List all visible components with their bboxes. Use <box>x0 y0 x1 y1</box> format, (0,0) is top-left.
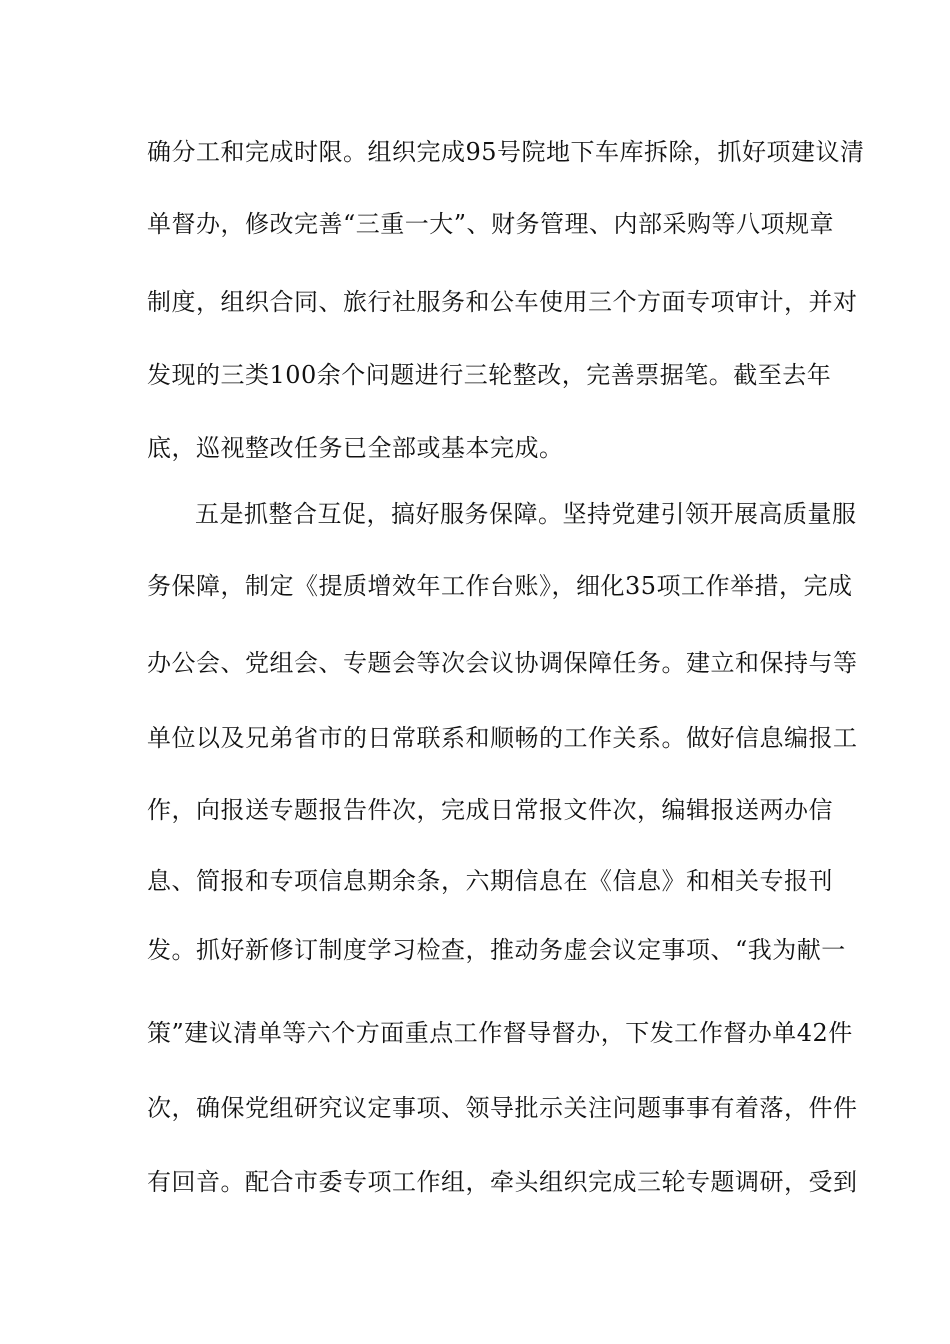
body-text-line: 次，确保党组研究议定事项、领导批示关注问题事事有着落，件件 <box>147 1094 858 1122</box>
body-text-line: 底，巡视整改任务已全部或基本完成。 <box>147 434 564 462</box>
body-text-line: 制度，组织合同、旅行社服务和公车使用三个方面专项审计，并对 <box>147 288 858 316</box>
body-text-line: 发现的三类100余个问题进行三轮整改，完善票据笔。截至去年 <box>147 361 832 389</box>
body-text-line: 策”建议清单等六个方面重点工作督导督办，下发工作督办单42件 <box>147 1019 853 1047</box>
body-text-line: 有回音。配合市委专项工作组，牵头组织完成三轮专题调研，受到 <box>147 1168 858 1196</box>
body-text-line: 单督办，修改完善“三重一大”、财务管理、内部采购等八项规章 <box>147 210 835 238</box>
body-text-line: 息、简报和专项信息期余条，六期信息在《信息》和相关专报刊 <box>147 867 833 895</box>
body-text-line: 单位以及兄弟省市的日常联系和顺畅的工作关系。做好信息编报工 <box>147 724 858 752</box>
body-text-line: 确分工和完成时限。组织完成95号院地下车库拆除，抓好项建议清 <box>147 138 865 166</box>
body-text-line: 作，向报送专题报告件次，完成日常报文件次，编辑报送两办信 <box>147 796 833 824</box>
body-text-line: 发。抓好新修订制度学习检查，推动务虚会议定事项、“我为献一 <box>147 936 846 964</box>
body-text-line: 办公会、党组会、专题会等次会议协调保障任务。建立和保持与等 <box>147 649 858 677</box>
body-text-line: 务保障，制定《提质增效年工作台账》，细化35项工作举措，完成 <box>147 572 853 600</box>
paragraph-first-line: 五是抓整合互促，搞好服务保障。坚持党建引领开展高质量服 <box>195 500 857 528</box>
